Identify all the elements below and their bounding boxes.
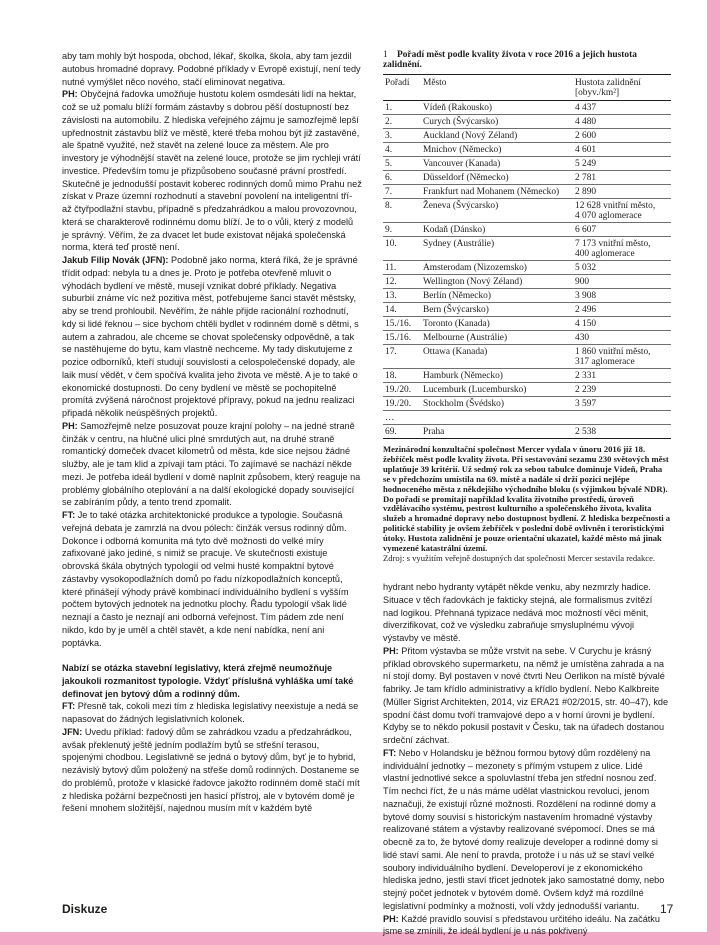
speaker-label: Jakub Filip Novák (JFN): <box>62 255 169 265</box>
city-cell: Stockholm (Švédsko) <box>421 397 573 411</box>
paragraph <box>62 88 362 254</box>
rank-cell: 1. <box>383 101 421 115</box>
city-cell: Lucemburk (Lucembursko) <box>421 383 573 397</box>
density-cell: 2 781 <box>573 171 671 185</box>
section-name: Diskuze <box>62 902 108 916</box>
table-row <box>383 275 671 289</box>
paragraph-text: Uvedu příklad: řadový dům se zahrádkou vzadu a předzahrádkou, avšak překlenutý ještě jedním podlažím bytů se střešní terasou, spojenými chodbou. Legislativně se jedná o bytový dům, byť je to hybrid, nezávislý bytový dům položený na střeše domů rodinných. Dostaneme se do problémů, protože v klasické řadovce jakožto rodinném domě stačí mít z hlediska požární bezpečnosti jen hasicí přístroj, ale v bytovém domě je řešení mnohem složitější, najednou musím mít v každém bytě <box>62 726 360 814</box>
paragraph-text: Je to také otázka architektonické produkce a typologie. Současná veřejná debata je zamrzlá na dvou pólech: činžák versus rodinný dům. Dokonce i odborná komunita má tyto dvě možnosti do velké míry zafixované jako jediné, s nimiž se pracuje. Ve skutečnosti existuje obrovská škála obytných typologií od velmi husté kompaktní bytové zástavby vysokopodlažních domů po řadu nízkopodlažních konceptů, které přinášejí výhody právě kombinací individuálního bydlení s vyšším počtem bytových jednotek na jednotku plochy. Řadu typologií však lidé neznají a často je neznají ani odborná veřejnost. Tím pádem zde není nikdo, kdo by je uměl a chtěl stavět, a kde není nabídka, není ani poptávka. <box>62 510 349 648</box>
density-cell: 6 607 <box>573 223 671 237</box>
header-density: Hustota zalidnění [obyv./km²] <box>573 75 671 101</box>
paragraph-text: Přitom výstavba se může vrstvit na sebe. V Curychu je krásný příklad obrovského supermarketu, na němž je umístěna zahrada a na ní stojí domy. Byl postaven v nové čtvrti Neu Oerlikon na místě bývalé fabriky. Je tam křídlo administrativy a křídlo bydlení. Nebo Kalkbreite (Müller Sigrist Architekten, 2014, viz ERA21 #02/2015, str. 40–47), kde spodní část domu tvoří tramvajové depo a v horní úrovni je bydlení. Kdyby se to někdo pokusil postavit v Česku, tak na úřadech dostanou srdeční záchvat. <box>383 645 669 745</box>
density-cell: 900 <box>573 275 671 289</box>
city-cell: Ženeva (Švýcarsko) <box>421 199 573 223</box>
table-title: Pořadí měst podle kvality života v roce 2016 a jejich hustota zalidnění. <box>383 50 637 70</box>
density-cell: 2 331 <box>573 369 671 383</box>
rank-cell: 13. <box>383 289 421 303</box>
paragraph-text: Nebo v Holandsku je běžnou formou bytový dům rozdělený na individuální jednotky – mezonety s přímým vstupem z ulice. Lidé vlastní jednotlivé sekce a spoluvlastní třeba jen střední nosnou zeď. Tím nechci říct, že u nás máme udělat vlastnickou revoluci, jenom naznačuji, že existují různé možnosti. Rozdělení na rodinné domy a bytové domy souvisí s historickým nastavením hromadné výstavby realizované státem a výstavby realizované svépomocí. Dnes se má obecně za to, že bytové domy realizuje developer a rodinné domy si lidé staví sami. Ale není to pravda, protože i u nás už se staví velké soubory individuálního bydlení. Developeroví je z ekonomického hlediska jedno, jestli staví třicet jednotek jako samostatné domy, nebo stejný počet jednotek v bytovém domě. Ovšem když má rozdílné legislativní podmínky a možnosti, volí vždy jednodušší variantu. <box>383 747 665 911</box>
table-row <box>383 397 671 411</box>
density-cell: 2 890 <box>573 185 671 199</box>
city-cell: Mnichov (Německo) <box>421 143 573 157</box>
city-cell: Hamburk (Německo) <box>421 369 573 383</box>
table-note-text: Mezinárodní konzultační společnost Mercer vydala v únoru 2016 již 18. žebříček měst podle kvality života. Při sestavování sezamu 230 světových měst uplatňuje 39 kritérií. Už sedmý rok za sebou tabulce dominuje Vídeň, Praha se v předchozím umístila na 69. místě a nadále si drží pozici nejlépe hodnoceného města z někdejšího východního bloku (s výjimkou bývalé NDR). Do pořadí se promítají například kvalita životního prostředí, úroveň vzdělávacího systému, pestrost kulturního a společenského života, kvalita služeb a hromadné dopravy nebo dostupnost bydlení. Z hlediska bezpečnosti a politické stability je ovšem žebříček v poslední době ovlivněn i teroristickými útoky. Hustota zalidnění je pouze orientační ukazatel, každé město má jinak vymezené katastrální území. <box>383 444 671 554</box>
paragraph <box>383 747 669 913</box>
table-row <box>383 223 671 237</box>
table-source: Zdroj: s využitím veřejně dostupných dat společnosti Mercer sestavila redakce. <box>383 552 656 563</box>
paragraph <box>62 509 362 649</box>
rank-cell: 4. <box>383 143 421 157</box>
table-row <box>383 129 671 143</box>
city-cell: Sydney (Austrálie) <box>421 237 573 261</box>
paragraph-text: aby tam mohly být hospoda, obchod, lékař, školka, škola, aby tam jezdil autobus hromadné dopravy. Podobné příklady v Evropě existují, není tedy nutné vymýšlet něco nového, stačí eliminovat negativa. <box>62 51 361 87</box>
density-cell: 5 032 <box>573 261 671 275</box>
density-cell: 4 437 <box>573 101 671 115</box>
paragraph <box>62 254 362 420</box>
density-cell: 430 <box>573 331 671 345</box>
table-row <box>383 369 671 383</box>
paragraph-text: Podobně jako norma, která říká, že je správné třídit odpad: nebyla tu a dnes je. Proto je potřeba otevřeně mluvit o výhodách bydlení ve městě, musejí vznikat dobré příklady. Negativa suburbií známe víc než pozitiva měst, potřebujeme šanci stavět městsky, aby se trend prohloubil. Nevěřím, že náhle přijde racionální rozhodnutí, kdy si lidé řeknou – sice bychom chtěli bydlet v rodinném domě s dětmi, s autem a zahradou, ale chceme se chovat společensky odpovědně, a tak se nastěhujeme do bytu, kam vlastně nechceme. My tady diskutujeme z pozice odborníků, kteří studují souvislosti a celospolečenské dopady, ale laik musí vědět, v čem spočívá kvalita jeho života ve městě. A je to také o ekonomické dostupnosti. Do ceny bydlení ve městě se pochopitelně promítá zvýšená náročnost projektové přípravy, pokud na jednu realizaci připadá několik neúspěšných projektů. <box>62 255 359 418</box>
speaker-label: FT: <box>383 747 397 758</box>
table-number: 1 <box>383 50 388 60</box>
rank-cell: 5. <box>383 157 421 171</box>
density-cell: 2 496 <box>573 303 671 317</box>
density-cell: 4 601 <box>573 143 671 157</box>
city-cell: Frankfurt nad Mohanem (Německo) <box>421 185 573 199</box>
city-cell: Auckland (Nový Zéland) <box>421 129 573 143</box>
density-cell: 3 908 <box>573 289 671 303</box>
table-row <box>383 199 671 223</box>
table-row <box>383 411 671 425</box>
paragraph <box>62 50 362 88</box>
rank-cell: 7. <box>383 185 421 199</box>
paragraph-gap <box>62 649 362 662</box>
rank-cell: 11. <box>383 261 421 275</box>
density-cell: 2 600 <box>573 129 671 143</box>
table-row <box>383 289 671 303</box>
speaker-label: PH: <box>62 89 78 100</box>
table-row <box>383 143 671 157</box>
table-row <box>383 171 671 185</box>
city-ranking-table <box>383 74 671 439</box>
table-row <box>383 303 671 317</box>
city-cell: Vídeň (Rakousko) <box>421 101 573 115</box>
density-cell: 12 628 vnitřní město, 4 070 aglomerace <box>573 199 671 223</box>
city-cell: Bern (Švýcarsko) <box>421 303 573 317</box>
rank-cell: 3. <box>383 129 421 143</box>
table-row <box>383 157 671 171</box>
density-cell: 4 150 <box>573 317 671 331</box>
table-body <box>383 101 671 439</box>
paragraph <box>383 913 669 939</box>
rank-cell: 15./16. <box>383 331 421 345</box>
rank-cell: 6. <box>383 171 421 185</box>
header-rank: Pořadí <box>383 75 421 101</box>
paragraph <box>383 581 669 645</box>
table-row <box>383 317 671 331</box>
density-cell: 2 239 <box>573 383 671 397</box>
city-cell: Amsterodam (Nizozemsko) <box>421 261 573 275</box>
speaker-label: PH: <box>62 420 78 431</box>
rank-cell: 9. <box>383 223 421 237</box>
left-text-column <box>62 50 362 815</box>
paragraph-text: Každé pravidlo souvisí s představou určitého ideálu. Na začátku jsme se zmínili, že ideál bydlení je u nás pokřivený <box>383 913 660 937</box>
speaker-label: FT: <box>62 510 76 520</box>
table-row <box>383 115 671 129</box>
rank-cell: 12. <box>383 275 421 289</box>
table-row <box>383 237 671 261</box>
table-header-row <box>383 75 671 101</box>
paragraph <box>383 645 669 747</box>
rank-cell: 14. <box>383 303 421 317</box>
speaker-label: FT: <box>62 701 76 712</box>
paragraph-text: Obyčejná řadovka umožňuje hustotu kolem osmdesáti lidí na hektar, což se už pomalu blíží formám zástavby s dobrou pěší dostupností bez závislosti na automobilu. Z hlediska veřejného zájmu je samozřejmě lepší upřednostnit zástavbu blíž ve městě, které třeba mohou být již zastavěné, ale špatně využité, než stavět na zelené louce za městem. Ale pro investory je výhodnější stavět na zelené louce, protože se jim rychleji vrátí investice. Především tomu je přizpůsobeno současné právní prostředí. Skutečně je jednodušší postavit koberec rodinných domů mimo Prahu než získat v Praze územní rozhodnutí a stavební povolení na inteligentní tří- až čtyřpodlažní stavbu, případně s předzahrádkou a malou provozovnou, která se charakterově rodinnému domu blíží. Je to o vůli, který z modelů je správný. Věřím, že za dvacet let bude existovat nějaká společenská norma, která teď prostě není. <box>62 89 362 253</box>
rank-cell: 18. <box>383 369 421 383</box>
table-row <box>383 101 671 115</box>
city-cell <box>421 411 573 425</box>
table-row <box>383 425 671 439</box>
paragraph-text: hydrant nebo hydranty vytápět někde venku, aby nezmrzly hadice. Situace v těch řadovkách je fakticky stejná, ale formalismus zvítězí nad logikou. Přehnaná typizace nedává moc možností věci měnit, diverzifikovat, což ve výsledku zabraňuje smysluplnému vývoji výstavby ve městě. <box>383 582 653 643</box>
rank-cell: 19./20. <box>383 397 421 411</box>
density-cell: 1 860 vnitřní město, 317 aglomerace <box>573 345 671 369</box>
city-ranking-table-block <box>383 50 671 572</box>
rank-cell: 19./20. <box>383 383 421 397</box>
table-row <box>383 261 671 275</box>
table-row <box>383 185 671 199</box>
city-cell: Berlín (Německo) <box>421 289 573 303</box>
city-cell: Vancouver (Kanada) <box>421 157 573 171</box>
rank-cell: 2. <box>383 115 421 129</box>
rank-cell: 17. <box>383 345 421 369</box>
table-row <box>383 345 671 369</box>
paragraph-text: Přesně tak, cokoli mezi tím z hlediska legislativy neexistuje a nedá se napasovat do žádných legislativních kolonek. <box>62 701 359 724</box>
table-note <box>383 445 671 564</box>
table-row <box>383 331 671 345</box>
right-text-column <box>383 581 669 938</box>
city-cell: Ottawa (Kanada) <box>421 345 573 369</box>
density-cell: 4 480 <box>573 115 671 129</box>
city-cell: Curych (Švýcarsko) <box>421 115 573 129</box>
page-number: 17 <box>660 902 674 916</box>
table-row <box>383 383 671 397</box>
rank-cell: … <box>383 411 421 425</box>
interview-question <box>62 662 362 700</box>
speaker-label: PH: <box>383 913 399 924</box>
density-cell: 7 173 vnitřní město, 400 aglomerace <box>573 237 671 261</box>
speaker-label: PH: <box>383 645 399 656</box>
header-city: Město <box>421 75 573 101</box>
speaker-label: JFN: <box>62 726 83 737</box>
city-cell: Düsseldorf (Německo) <box>421 171 573 185</box>
city-cell: Melbourne (Austrálie) <box>421 331 573 345</box>
density-cell: 5 249 <box>573 157 671 171</box>
table-caption <box>383 50 671 70</box>
city-cell: Praha <box>421 425 573 439</box>
density-cell: 3 597 <box>573 397 671 411</box>
paragraph <box>62 700 362 726</box>
density-cell <box>573 411 671 425</box>
question-text: Nabízí se otázka stavební legislativy, která zřejmě neumožňuje jakoukoli rozmanitost typologie. Vždyť příslušná vyhláška umí také definovat jen bytový dům a rodinný dům. <box>62 663 354 699</box>
paragraph <box>62 726 362 815</box>
rank-cell: 10. <box>383 237 421 261</box>
rank-cell: 15./16. <box>383 317 421 331</box>
density-cell: 2 538 <box>573 425 671 439</box>
city-cell: Kodaň (Dánsko) <box>421 223 573 237</box>
city-cell: Toronto (Kanada) <box>421 317 573 331</box>
rank-cell: 8. <box>383 199 421 223</box>
rank-cell: 69. <box>383 425 421 439</box>
paragraph-text: Samozřejmě nelze posuzovat pouze krajní polohy – na jedné straně činžák v centru, na hlučné ulici plné smrdutých aut, na druhé straně romantický domeček dvacet kilometrů od města, kde sice nejsou žádné služby, ale je tam klid a zpívají tam ptáci. To zajímavé se nachází někde mezi. Je potřeba ideál bydlení v domě naplnit způsobem, který reaguje na problémy globálního oteplování a na další ekologické dopady související se zabíráním půdy, a tento trend zpomalit. <box>62 420 361 508</box>
paragraph <box>62 420 362 509</box>
city-cell: Wellington (Nový Zéland) <box>421 275 573 289</box>
